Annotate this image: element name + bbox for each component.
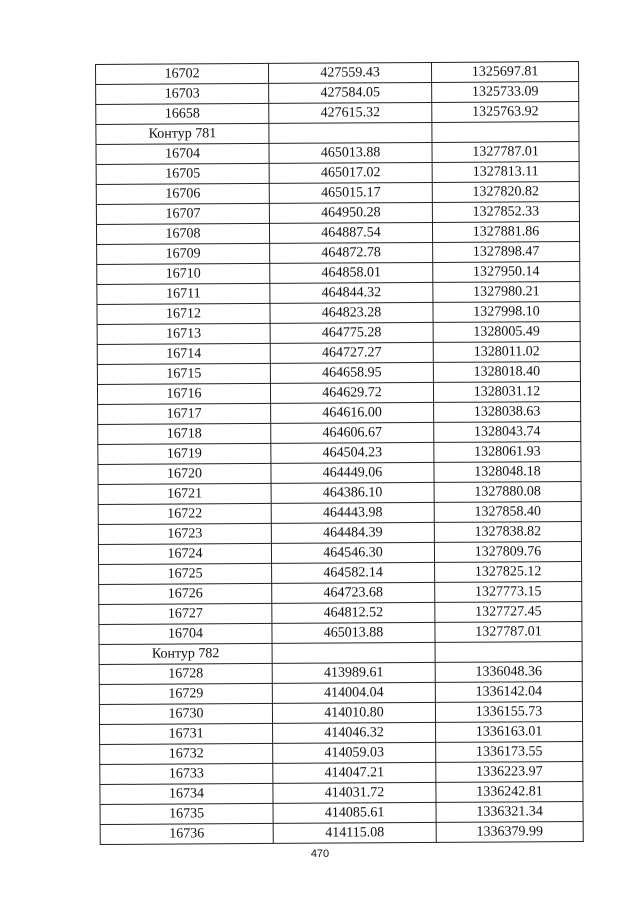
y-coordinate-cell: 1336321.34 xyxy=(436,802,583,823)
table-row xyxy=(97,262,580,285)
y-coordinate-cell xyxy=(432,122,579,143)
point-id-cell: 16704 xyxy=(96,143,269,164)
y-coordinate-cell: 1325733.09 xyxy=(432,82,579,103)
table-row xyxy=(97,242,580,265)
table-row xyxy=(99,562,582,585)
table-row xyxy=(100,782,583,805)
y-coordinate-cell: 1327809.76 xyxy=(434,542,581,563)
point-id-cell: 16724 xyxy=(98,543,271,564)
point-id-cell: 16716 xyxy=(97,383,270,404)
table-row xyxy=(100,742,583,765)
point-id-cell: 16704 xyxy=(99,623,272,644)
coordinates-table xyxy=(95,61,584,845)
page-number: 470 xyxy=(310,848,330,860)
table-row xyxy=(96,162,579,185)
table-row xyxy=(97,362,580,385)
x-coordinate-cell: 414047.21 xyxy=(273,762,436,783)
x-coordinate-cell: 464616.00 xyxy=(271,402,434,423)
y-coordinate-cell: 1325697.81 xyxy=(431,62,578,83)
table-row xyxy=(97,382,580,405)
x-coordinate-cell: 414115.08 xyxy=(273,822,436,843)
x-coordinate-cell: 464449.06 xyxy=(271,462,434,483)
point-id-cell: 16722 xyxy=(98,503,271,524)
x-coordinate-cell: 464812.52 xyxy=(272,602,435,623)
x-coordinate-cell: 427584.05 xyxy=(269,82,432,103)
x-coordinate-cell: 414059.03 xyxy=(273,742,436,763)
y-coordinate-cell: 1336223.97 xyxy=(436,762,583,783)
y-coordinate-cell: 1327787.01 xyxy=(435,622,582,643)
table-row xyxy=(99,602,582,625)
point-id-cell: 16719 xyxy=(98,443,271,464)
y-coordinate-cell xyxy=(435,642,582,663)
table-row xyxy=(96,182,579,205)
point-id-cell: 16706 xyxy=(96,183,269,204)
y-coordinate-cell: 1336163.01 xyxy=(436,722,583,743)
coordinates-table-body xyxy=(96,62,584,845)
point-id-cell: 16707 xyxy=(96,203,269,224)
y-coordinate-cell: 1327880.08 xyxy=(434,482,581,503)
table-row xyxy=(99,662,582,685)
point-id-cell: 16726 xyxy=(99,583,272,604)
point-id-cell: 16710 xyxy=(97,263,270,284)
x-coordinate-cell xyxy=(269,122,432,143)
point-id-cell: 16718 xyxy=(98,423,271,444)
x-coordinate-cell: 464727.27 xyxy=(270,342,433,363)
table-row xyxy=(98,502,581,525)
table-row xyxy=(98,402,581,425)
table-row xyxy=(98,422,581,445)
table-row xyxy=(99,622,582,645)
point-id-cell: Контур 782 xyxy=(99,643,272,664)
x-coordinate-cell xyxy=(272,642,435,663)
x-coordinate-cell: 427559.43 xyxy=(268,62,431,83)
y-coordinate-cell: 1327881.86 xyxy=(432,222,579,243)
point-id-cell: 16721 xyxy=(98,483,271,504)
y-coordinate-cell: 1327858.40 xyxy=(434,502,581,523)
point-id-cell: 16720 xyxy=(98,463,271,484)
x-coordinate-cell: 465015.17 xyxy=(269,182,432,203)
x-coordinate-cell: 464606.67 xyxy=(271,422,434,443)
y-coordinate-cell: 1327852.33 xyxy=(432,202,579,223)
y-coordinate-cell: 1328048.18 xyxy=(434,462,581,483)
point-id-cell: 16725 xyxy=(99,563,272,584)
y-coordinate-cell: 1327787.01 xyxy=(432,142,579,163)
table-row xyxy=(97,342,580,365)
x-coordinate-cell: 427615.32 xyxy=(269,102,432,123)
table-row xyxy=(99,682,582,705)
y-coordinate-cell: 1336173.55 xyxy=(436,742,583,763)
table-row xyxy=(100,762,583,785)
y-coordinate-cell: 1336379.99 xyxy=(436,822,583,843)
point-id-cell: 16731 xyxy=(100,723,273,744)
point-id-cell: 16713 xyxy=(97,323,270,344)
y-coordinate-cell: 1328005.49 xyxy=(433,322,580,343)
table-row xyxy=(99,702,582,725)
x-coordinate-cell: 465013.88 xyxy=(269,142,432,163)
y-coordinate-cell: 1327820.82 xyxy=(432,182,579,203)
table-row xyxy=(98,542,581,565)
x-coordinate-cell: 464546.30 xyxy=(271,542,434,563)
point-id-cell: 16711 xyxy=(97,283,270,304)
y-coordinate-cell: 1336155.73 xyxy=(435,702,582,723)
x-coordinate-cell: 414004.04 xyxy=(272,682,435,703)
table-row xyxy=(100,822,583,845)
point-id-cell: 16736 xyxy=(100,823,273,844)
table-row xyxy=(97,282,580,305)
x-coordinate-cell: 414085.61 xyxy=(273,802,436,823)
table-row xyxy=(97,322,580,345)
point-id-cell: 16702 xyxy=(96,63,269,84)
y-coordinate-cell: 1328043.74 xyxy=(434,422,581,443)
y-coordinate-cell: 1325763.92 xyxy=(432,102,579,123)
point-id-cell: 16703 xyxy=(96,83,269,104)
y-coordinate-cell: 1336048.36 xyxy=(435,662,582,683)
y-coordinate-cell: 1327838.82 xyxy=(434,522,581,543)
point-id-cell: 16733 xyxy=(100,763,273,784)
x-coordinate-cell: 464504.23 xyxy=(271,442,434,463)
y-coordinate-cell: 1328038.63 xyxy=(434,402,581,423)
point-id-cell: Контур 781 xyxy=(96,123,269,144)
point-id-cell: 16712 xyxy=(97,303,270,324)
y-coordinate-cell: 1336142.04 xyxy=(435,682,582,703)
x-coordinate-cell: 464844.32 xyxy=(270,282,433,303)
point-id-cell: 16732 xyxy=(100,743,273,764)
x-coordinate-cell: 413989.61 xyxy=(272,662,435,683)
point-id-cell: 16717 xyxy=(98,403,271,424)
table-row xyxy=(96,82,579,105)
table-row xyxy=(97,302,580,325)
table-row xyxy=(96,222,579,245)
table-row xyxy=(100,722,583,745)
y-coordinate-cell: 1328018.40 xyxy=(433,362,580,383)
table-row xyxy=(96,102,579,125)
x-coordinate-cell: 465017.02 xyxy=(269,162,432,183)
table-row xyxy=(98,522,581,545)
x-coordinate-cell: 464723.68 xyxy=(272,582,435,603)
y-coordinate-cell: 1327773.15 xyxy=(435,582,582,603)
x-coordinate-cell: 464582.14 xyxy=(272,562,435,583)
y-coordinate-cell: 1327950.14 xyxy=(433,262,580,283)
point-id-cell: 16705 xyxy=(96,163,269,184)
y-coordinate-cell: 1327727.45 xyxy=(435,602,582,623)
point-id-cell: 16715 xyxy=(97,363,270,384)
point-id-cell: 16730 xyxy=(99,703,272,724)
table-row xyxy=(99,582,582,605)
table-row xyxy=(96,202,579,225)
y-coordinate-cell: 1327998.10 xyxy=(433,302,580,323)
x-coordinate-cell: 464872.78 xyxy=(270,242,433,263)
point-id-cell: 16728 xyxy=(99,663,272,684)
point-id-cell: 16708 xyxy=(96,223,269,244)
y-coordinate-cell: 1328031.12 xyxy=(433,382,580,403)
x-coordinate-cell: 464887.54 xyxy=(269,222,432,243)
x-coordinate-cell: 414046.32 xyxy=(273,722,436,743)
point-id-cell: 16709 xyxy=(97,243,270,264)
x-coordinate-cell: 464823.28 xyxy=(270,302,433,323)
point-id-cell: 16658 xyxy=(96,103,269,124)
x-coordinate-cell: 464658.95 xyxy=(270,362,433,383)
point-id-cell: 16735 xyxy=(100,803,273,824)
x-coordinate-cell: 414031.72 xyxy=(273,782,436,803)
x-coordinate-cell: 465013.88 xyxy=(272,622,435,643)
table-row xyxy=(98,482,581,505)
x-coordinate-cell: 464386.10 xyxy=(271,482,434,503)
y-coordinate-cell: 1327898.47 xyxy=(433,242,580,263)
y-coordinate-cell: 1328061.93 xyxy=(434,442,581,463)
point-id-cell: 16723 xyxy=(98,523,271,544)
x-coordinate-cell: 464950.28 xyxy=(269,202,432,223)
y-coordinate-cell: 1327980.21 xyxy=(433,282,580,303)
y-coordinate-cell: 1328011.02 xyxy=(433,342,580,363)
x-coordinate-cell: 414010.80 xyxy=(272,702,435,723)
x-coordinate-cell: 464443.98 xyxy=(271,502,434,523)
table-row xyxy=(96,62,579,85)
y-coordinate-cell: 1336242.81 xyxy=(436,782,583,803)
point-id-cell: 16729 xyxy=(99,683,272,704)
y-coordinate-cell: 1327825.12 xyxy=(435,562,582,583)
point-id-cell: 16727 xyxy=(99,603,272,624)
point-id-cell: 16734 xyxy=(100,783,273,804)
x-coordinate-cell: 464858.01 xyxy=(270,262,433,283)
x-coordinate-cell: 464629.72 xyxy=(270,382,433,403)
table-row xyxy=(98,462,581,485)
table-row xyxy=(98,442,581,465)
y-coordinate-cell: 1327813.11 xyxy=(432,162,579,183)
x-coordinate-cell: 464775.28 xyxy=(270,322,433,343)
table-row xyxy=(96,142,579,165)
table-row xyxy=(100,802,583,825)
x-coordinate-cell: 464484.39 xyxy=(271,522,434,543)
point-id-cell: 16714 xyxy=(97,343,270,364)
